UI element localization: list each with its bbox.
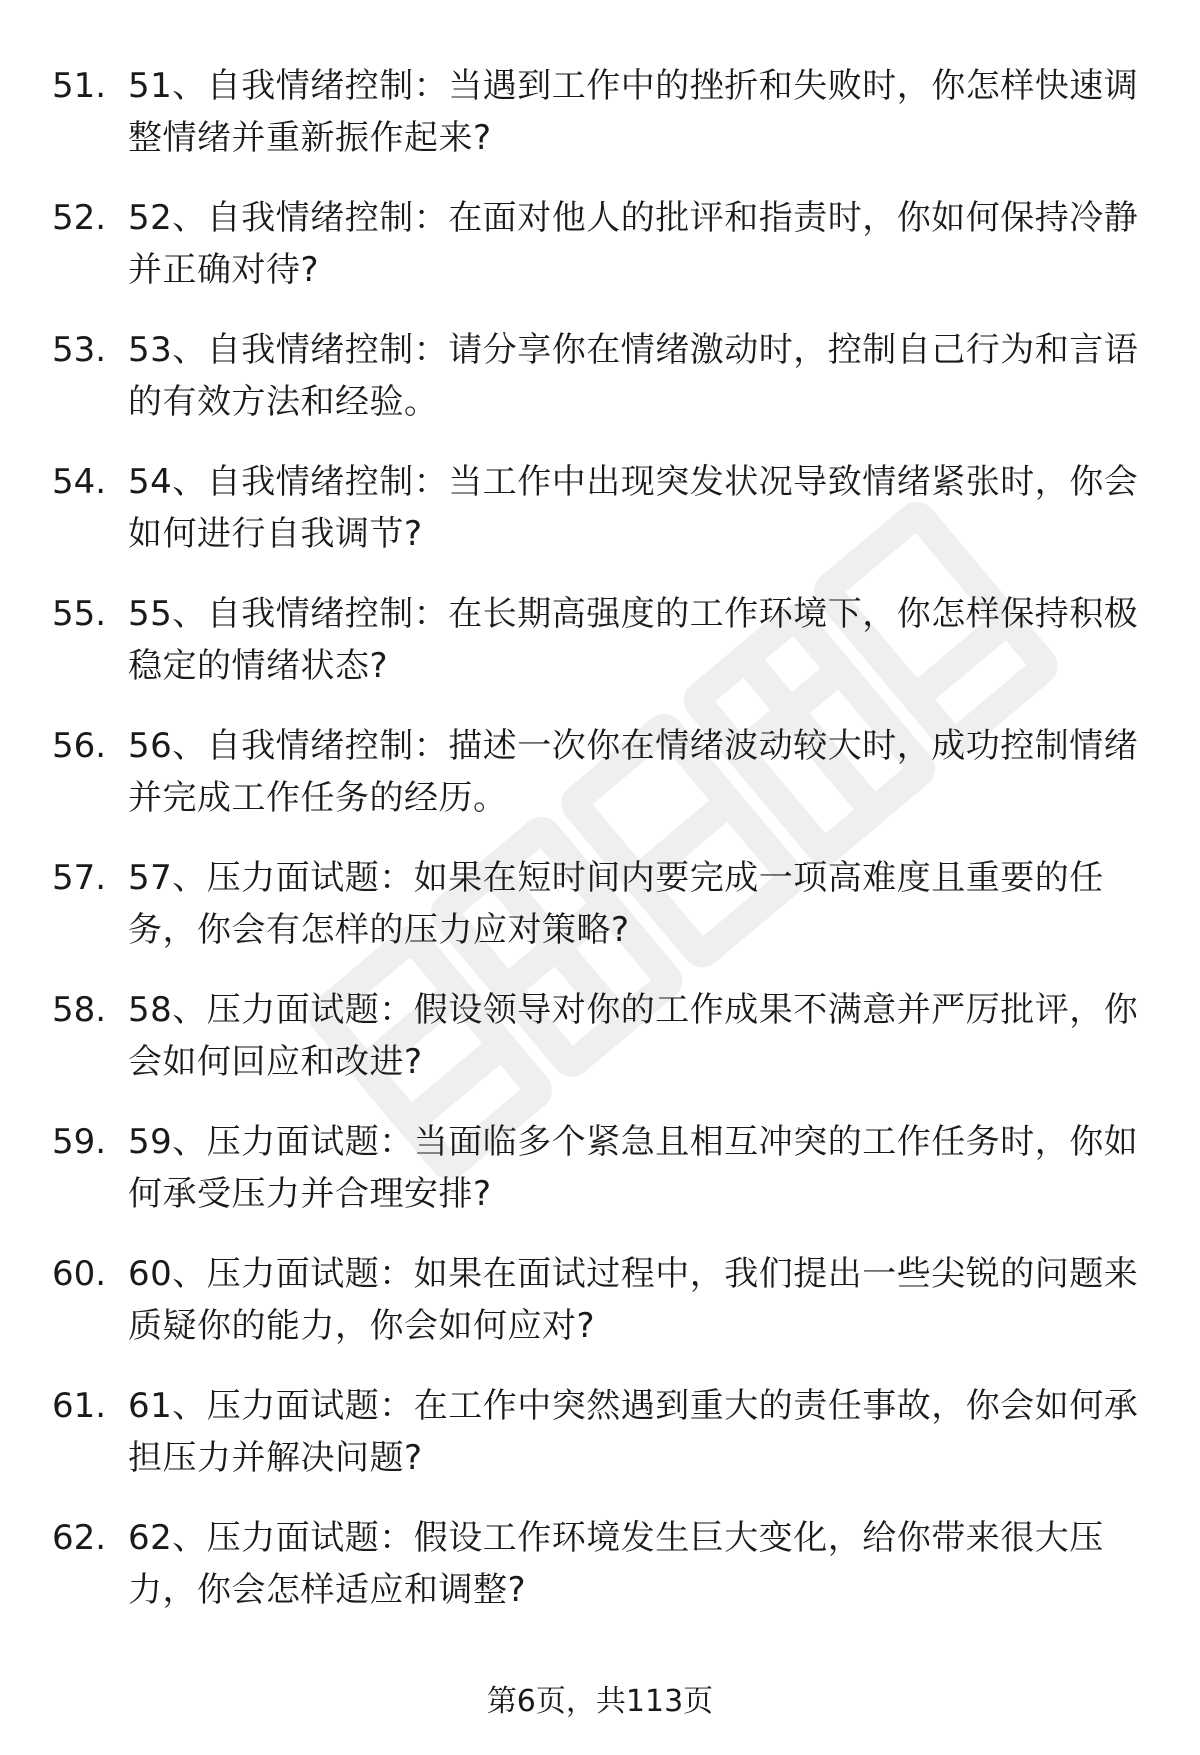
question-text: 51、自我情绪控制：当遇到工作中的挫折和失败时，你怎样快速调整情绪并重新振作起来? xyxy=(128,66,1139,158)
question-item xyxy=(0,984,1200,1116)
question-text: 59、压力面试题：当面临多个紧急且相互冲突的工作任务时，你如何承受压力并合理安排? xyxy=(128,1122,1139,1214)
page-number-label: 第6页，共113页 xyxy=(486,1684,714,1719)
question-number: 52. xyxy=(52,198,107,238)
question-item xyxy=(0,324,1200,456)
question-text: 57、压力面试题：如果在短时间内要完成一项高难度且重要的任务，你会有怎样的压力应对策略? xyxy=(128,858,1104,950)
question-item xyxy=(0,1248,1200,1380)
question-text: 53、自我情绪控制：请分享你在情绪激动时，控制自己行为和言语的有效方法和经验。 xyxy=(128,330,1139,422)
question-number: 54. xyxy=(52,462,107,502)
question-item xyxy=(0,456,1200,588)
question-number: 55. xyxy=(52,594,107,634)
question-item xyxy=(0,588,1200,720)
question-number: 58. xyxy=(52,990,107,1030)
question-item xyxy=(0,192,1200,324)
page-footer xyxy=(0,1682,1200,1722)
question-text: 61、压力面试题：在工作中突然遇到重大的责任事故，你会如何承担压力并解决问题? xyxy=(128,1386,1139,1478)
question-number: 61. xyxy=(52,1386,107,1426)
question-item xyxy=(0,720,1200,852)
question-item xyxy=(0,60,1200,192)
question-text: 58、压力面试题：假设领导对你的工作成果不满意并严厉批评，你会如何回应和改进? xyxy=(128,990,1139,1082)
question-text: 55、自我情绪控制：在长期高强度的工作环境下，你怎样保持积极稳定的情绪状态? xyxy=(128,594,1139,686)
question-text: 54、自我情绪控制：当工作中出现突发状况导致情绪紧张时，你会如何进行自我调节? xyxy=(128,462,1139,554)
question-number: 57. xyxy=(52,858,107,898)
question-text: 60、压力面试题：如果在面试过程中，我们提出一些尖锐的问题来质疑你的能力，你会如何应对? xyxy=(128,1254,1139,1346)
question-number: 60. xyxy=(52,1254,107,1294)
question-item xyxy=(0,1512,1200,1644)
question-number: 59. xyxy=(52,1122,107,1162)
question-number: 56. xyxy=(52,726,107,766)
question-text: 56、自我情绪控制：描述一次你在情绪波动较大时，成功控制情绪并完成工作任务的经历。 xyxy=(128,726,1139,818)
question-list xyxy=(0,60,1200,1644)
question-item xyxy=(0,1116,1200,1248)
question-number: 62. xyxy=(52,1518,107,1558)
question-number: 51. xyxy=(52,66,107,106)
question-text: 52、自我情绪控制：在面对他人的批评和指责时，你如何保持冷静并正确对待? xyxy=(128,198,1139,290)
question-item xyxy=(0,852,1200,984)
question-item xyxy=(0,1380,1200,1512)
question-number: 53. xyxy=(52,330,107,370)
question-text: 62、压力面试题：假设工作环境发生巨大变化，给你带来很大压力，你会怎样适应和调整? xyxy=(128,1518,1104,1610)
